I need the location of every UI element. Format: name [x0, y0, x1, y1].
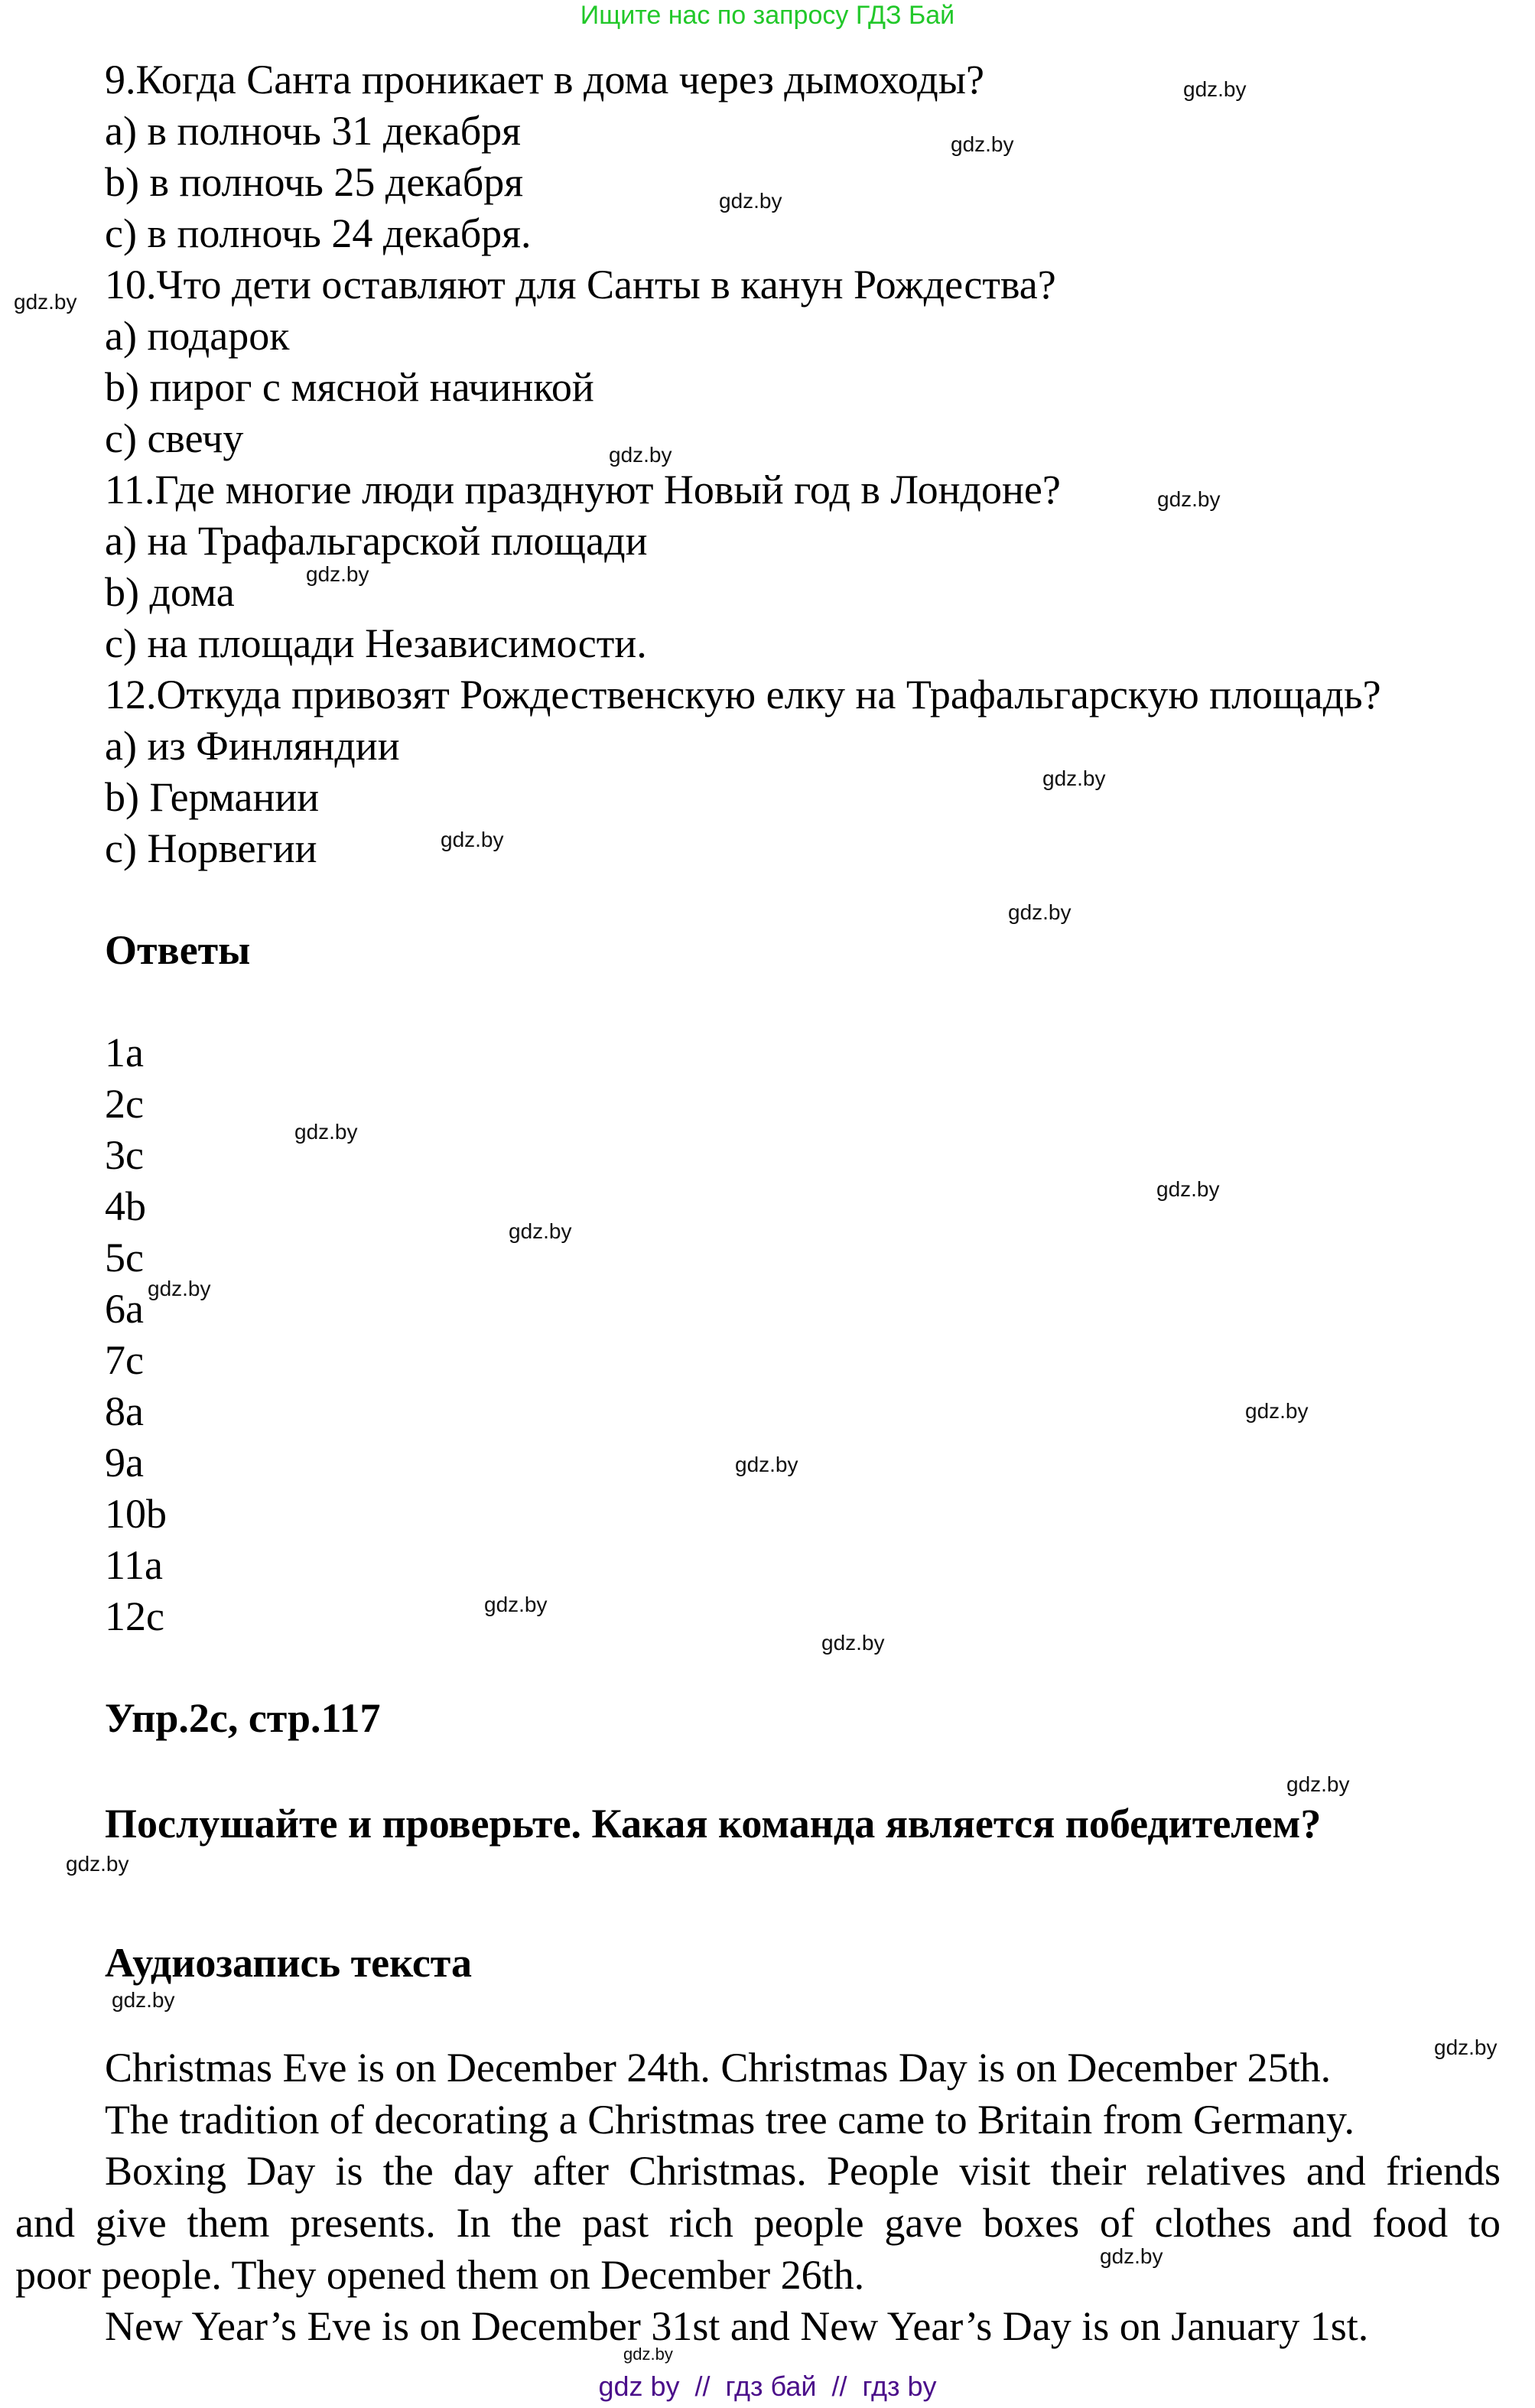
watermark: gdz.by	[1100, 2244, 1163, 2268]
audio-text-line: Christmas Eve is on December 24th. Christmas Day is on December 25th.	[105, 2045, 1332, 2091]
watermark: gdz.by	[509, 1219, 572, 1243]
watermark: gdz.by	[951, 132, 1014, 156]
watermark: gdz.by	[14, 290, 77, 314]
audio-heading: Аудиозапись текста	[105, 1940, 472, 1986]
exercise-heading: Упр.2c, стр.117	[105, 1695, 381, 1741]
watermark: gdz.by	[821, 1631, 885, 1655]
watermark: gdz.by	[719, 189, 782, 213]
question-11-option-c: c) на площади Независимости.	[105, 620, 647, 666]
watermark: gdz.by	[484, 1593, 548, 1616]
watermark: gdz.by	[1245, 1399, 1309, 1423]
question-11-option-a: a) на Трафальгарской площади	[105, 518, 648, 564]
answer-item: 5c	[105, 1235, 144, 1280]
question-9-option-c: c) в полночь 24 декабря.	[105, 210, 532, 256]
answer-item: 12c	[105, 1593, 164, 1639]
question-10-option-b: b) пирог с мясной начинкой	[105, 364, 594, 410]
question-12-option-a: a) из Финляндии	[105, 723, 400, 769]
footer-links: gdz by // гдз бай // гдз by	[598, 2371, 937, 2402]
answer-item: 7c	[105, 1337, 144, 1383]
watermark: gdz.by	[148, 1277, 211, 1300]
audio-text-line: and give them presents. In the past rich people gave boxes of clothes and food to	[15, 2200, 1501, 2246]
watermark: gdz.by	[306, 562, 369, 586]
watermark: gdz.by	[66, 1852, 129, 1876]
answer-item: 6a	[105, 1286, 144, 1332]
answer-item: 2c	[105, 1081, 144, 1127]
answer-item: 3c	[105, 1132, 144, 1178]
question-9-option-a: a) в полночь 31 декабря	[105, 108, 522, 154]
question-10-option-a: a) подарок	[105, 313, 290, 359]
watermark: gdz.by	[1157, 487, 1221, 511]
watermark: gdz.by	[1286, 1772, 1350, 1796]
question-10: 10.Что дети оставляют для Санты в канун Рождества?	[105, 262, 1056, 308]
watermark: gdz.by	[609, 443, 672, 467]
answer-item: 1a	[105, 1030, 144, 1075]
question-9: 9.Когда Санта проникает в дома через дымоходы?	[105, 57, 984, 103]
question-12-option-b: b) Германии	[105, 774, 320, 820]
audio-text-line: poor people. They opened them on December 26th.	[15, 2252, 865, 2298]
watermark: gdz.by	[1434, 2035, 1498, 2059]
question-12: 12.Откуда привозят Рождественскую елку на Трафальгарскую площадь?	[105, 672, 1381, 718]
watermark: gdz.by	[1008, 900, 1072, 924]
answer-item: 10b	[105, 1491, 167, 1537]
watermark: gdz.by	[441, 828, 504, 851]
question-10-option-c: c) свечу	[105, 415, 244, 461]
audio-text-line: Boxing Day is the day after Christmas. People visit their relatives and friends	[105, 2148, 1501, 2194]
watermark: gdz.by	[1156, 1177, 1220, 1201]
question-11-option-b: b) дома	[105, 569, 235, 615]
watermark: gdz.by	[623, 2345, 673, 2364]
answer-item: 9a	[105, 1440, 144, 1485]
answer-item: 8a	[105, 1388, 144, 1434]
watermark: gdz.by	[1042, 766, 1106, 790]
answer-item: 4b	[105, 1183, 146, 1229]
watermark: gdz.by	[294, 1120, 358, 1144]
watermark: gdz.by	[112, 1988, 175, 2012]
search-hint-banner: Ищите нас по запросу ГДЗ Бай	[580, 1, 955, 30]
audio-text-line: New Year’s Eve is on December 31st and New Year’s Day is on January 1st.	[105, 2303, 1369, 2349]
question-11: 11.Где многие люди празднуют Новый год в Лондоне?	[105, 467, 1061, 513]
watermark: gdz.by	[735, 1453, 798, 1476]
watermark: gdz.by	[1183, 77, 1247, 101]
question-12-option-c: c) Норвегии	[105, 825, 317, 871]
audio-text-line: The tradition of decorating a Christmas tree came to Britain from Germany.	[105, 2097, 1355, 2143]
exercise-task: Послушайте и проверьте. Какая команда является победителем?	[105, 1801, 1322, 1847]
answer-item: 11a	[105, 1542, 163, 1588]
answers-heading: Ответы	[105, 927, 251, 973]
question-9-option-b: b) в полночь 25 декабря	[105, 159, 524, 205]
